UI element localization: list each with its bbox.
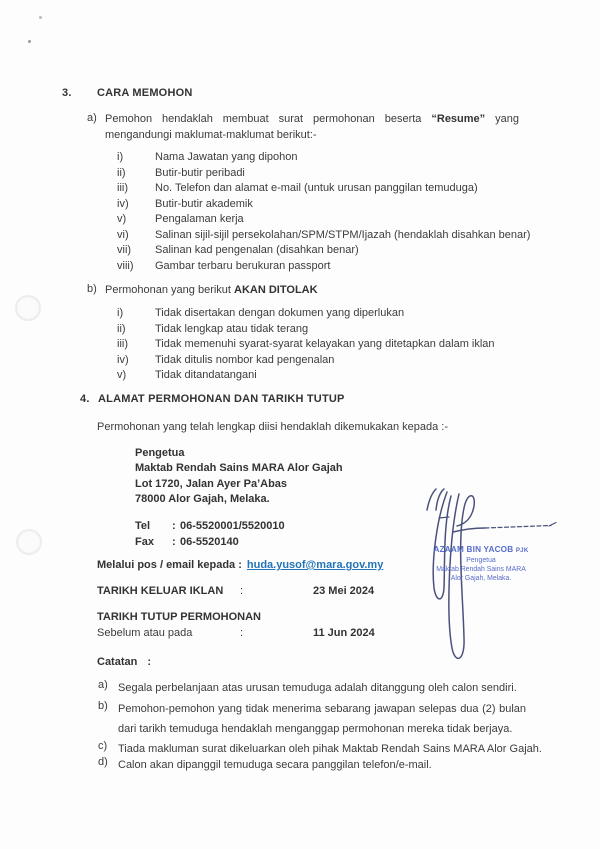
list-item-text: Pengalaman kerja — [155, 213, 244, 225]
section-title: ALAMAT PERMOHONAN DAN TARIKH TUTUP — [98, 393, 345, 405]
notes-heading-text: Catatan — [97, 656, 138, 668]
list-item — [117, 181, 557, 197]
list-item — [117, 197, 557, 213]
note-text: Tiada makluman surat dikeluarkan oleh pihak Maktab Rendah Sains MARA Alor Gajah. — [118, 743, 542, 755]
item-text-bold: AKAN DITOLAK — [234, 284, 318, 296]
list-item — [117, 212, 557, 228]
roman-numeral: iv) — [117, 197, 129, 210]
item-text — [105, 112, 519, 143]
stamp-title: Pengetua — [466, 557, 496, 564]
closing-date-row — [97, 627, 375, 639]
note-marker: d) — [98, 756, 108, 768]
tel-label: Tel — [135, 520, 151, 532]
roman-numeral: v) — [117, 369, 127, 381]
hole-punch-bottom — [16, 529, 42, 555]
list-item — [117, 368, 557, 384]
note-text: Segala perbelanjaan atas urusan temuduga adalah ditanggung oleh calon sendiri. — [118, 682, 517, 694]
item-text-before: Pemohon hendaklah membuat surat permohonan beserta — [105, 113, 432, 125]
list-item — [117, 353, 557, 369]
item-a — [87, 112, 519, 143]
roman-numeral: ii) — [117, 166, 126, 179]
roman-numeral: iii) — [117, 338, 128, 350]
hole-punch-top — [15, 295, 41, 321]
advert-date-colon: : — [240, 585, 244, 597]
list-item — [117, 306, 557, 322]
list-item-text: Butir-butir peribadi — [155, 166, 245, 179]
stamp — [412, 545, 550, 584]
stamp-name-text: AZAAM BIN YACOB — [433, 545, 514, 554]
list-item-text: Tidak ditulis nombor kad pengenalan — [155, 353, 335, 366]
item-text-before: Permohonan yang berikut — [105, 284, 235, 296]
closing-date-label: Sebelum atau pada — [97, 627, 193, 639]
requirements-list — [117, 150, 557, 274]
item-marker: a) — [87, 112, 97, 124]
stamp-name — [412, 545, 550, 556]
tel-value: 06-5520001/5520010 — [180, 520, 285, 532]
fax-label: Fax — [135, 536, 154, 548]
note-item — [98, 756, 543, 776]
intro-text: Permohonan yang telah lengkap diisi hendaklah dikemukakan kepada :- — [97, 421, 449, 433]
section-3-heading — [62, 87, 193, 99]
note-text: Calon akan dipanggil temuduga secara panggilan telefon/e-mail. — [118, 759, 432, 771]
address-block — [135, 446, 343, 508]
list-item-text: No. Telefon dan alamat e-mail (untuk urusan panggilan temuduga) — [155, 182, 478, 194]
list-item — [117, 259, 557, 275]
section-4-heading — [80, 393, 345, 405]
list-item-text: Butir-butir akademik — [155, 197, 253, 210]
address-line: 78000 Alor Gajah, Melaka. — [135, 493, 270, 506]
fax-value: 06-5520140 — [180, 536, 239, 548]
closing-date-value: 11 Jun 2024 — [313, 627, 375, 639]
scan-speck — [39, 16, 42, 19]
scan-speck — [28, 40, 31, 43]
list-item — [117, 322, 557, 338]
stamp-honorific: PJK — [515, 547, 529, 554]
email-link[interactable]: huda.yusof@mara.gov.my — [246, 559, 384, 571]
list-item-text: Salinan kad pengenalan (disahkan benar) — [155, 244, 359, 256]
stamp-org: Maktab Rendah Sains MARA — [436, 566, 526, 574]
note-text: Pemohon-pemohon yang tidak menerima sebarang jawapan selepas dua (2) bulan dari tarikh temuduga hendaklah menganggap permohonan mereka tidak berjaya. — [118, 703, 526, 735]
roman-numeral: v) — [117, 213, 127, 225]
item-text-bold: “Resume” — [431, 113, 486, 125]
list-item-text: Gambar terbaru berukuran passport — [155, 259, 331, 272]
item-b — [87, 283, 519, 299]
closing-date-colon: : — [240, 627, 244, 639]
list-item-text: Tidak lengkap atau tidak terang — [155, 322, 309, 335]
roman-numeral: i) — [117, 151, 124, 163]
item-text-after: yang mengandungi maklumat-maklumat berikut:- — [105, 113, 519, 141]
list-item — [117, 228, 557, 244]
section-number: 4. — [80, 393, 90, 405]
tel-colon: : — [172, 520, 176, 532]
list-item-text: Salinan sijil-sijil persekolahan/SPM/STPM/Ijazah (hendaklah disahkan benar) — [155, 228, 531, 241]
roman-numeral: iv) — [117, 353, 129, 366]
list-item-text: Tidak ditandatangani — [155, 369, 257, 381]
roman-numeral: vi) — [117, 228, 129, 241]
section-number: 3. — [62, 87, 72, 99]
list-item-text: Tidak disertakan dengan dokumen yang diperlukan — [155, 307, 405, 319]
list-item-text: Nama Jawatan yang dipohon — [155, 151, 298, 163]
note-marker: b) — [98, 700, 108, 712]
item-text — [105, 283, 318, 299]
roman-numeral: i) — [117, 307, 124, 319]
note-item — [98, 700, 526, 739]
address-line: Lot 1720, Jalan Ayer Pa’Abas — [135, 477, 288, 490]
fax-colon: : — [172, 536, 176, 548]
stamp-location: Alor Gajah, Melaka. — [450, 575, 512, 583]
fax-row — [135, 534, 239, 550]
notes-heading — [97, 656, 151, 668]
email-label: Melalui pos / email kepada : — [97, 559, 242, 571]
item-marker: b) — [87, 283, 97, 295]
closing-date-heading: TARIKH TUTUP PERMOHONAN — [97, 611, 261, 623]
roman-numeral: iii) — [117, 182, 128, 194]
rejection-list — [117, 306, 557, 384]
roman-numeral: viii) — [117, 259, 134, 272]
email-row — [97, 559, 383, 571]
note-marker: a) — [98, 679, 108, 691]
list-item — [117, 166, 557, 182]
roman-numeral: ii) — [117, 322, 126, 335]
list-item — [117, 337, 557, 353]
notes-heading-colon: : — [147, 656, 152, 668]
advert-date-value: 23 Mei 2024 — [313, 585, 375, 597]
advert-date-row — [97, 585, 374, 597]
list-item — [117, 243, 557, 259]
note-item — [98, 679, 543, 699]
section-title: CARA MEMOHON — [97, 87, 193, 99]
list-item — [117, 150, 557, 166]
address-line: Pengetua — [135, 447, 185, 459]
roman-numeral: vii) — [117, 244, 132, 256]
advert-date-label: TARIKH KELUAR IKLAN — [97, 585, 224, 597]
tel-row — [135, 518, 285, 534]
list-item-text: Tidak memenuhi syarat-syarat kelayakan yang ditetapkan dalam iklan — [155, 338, 495, 350]
address-line: Maktab Rendah Sains MARA Alor Gajah — [135, 462, 343, 475]
note-marker: c) — [98, 740, 108, 752]
